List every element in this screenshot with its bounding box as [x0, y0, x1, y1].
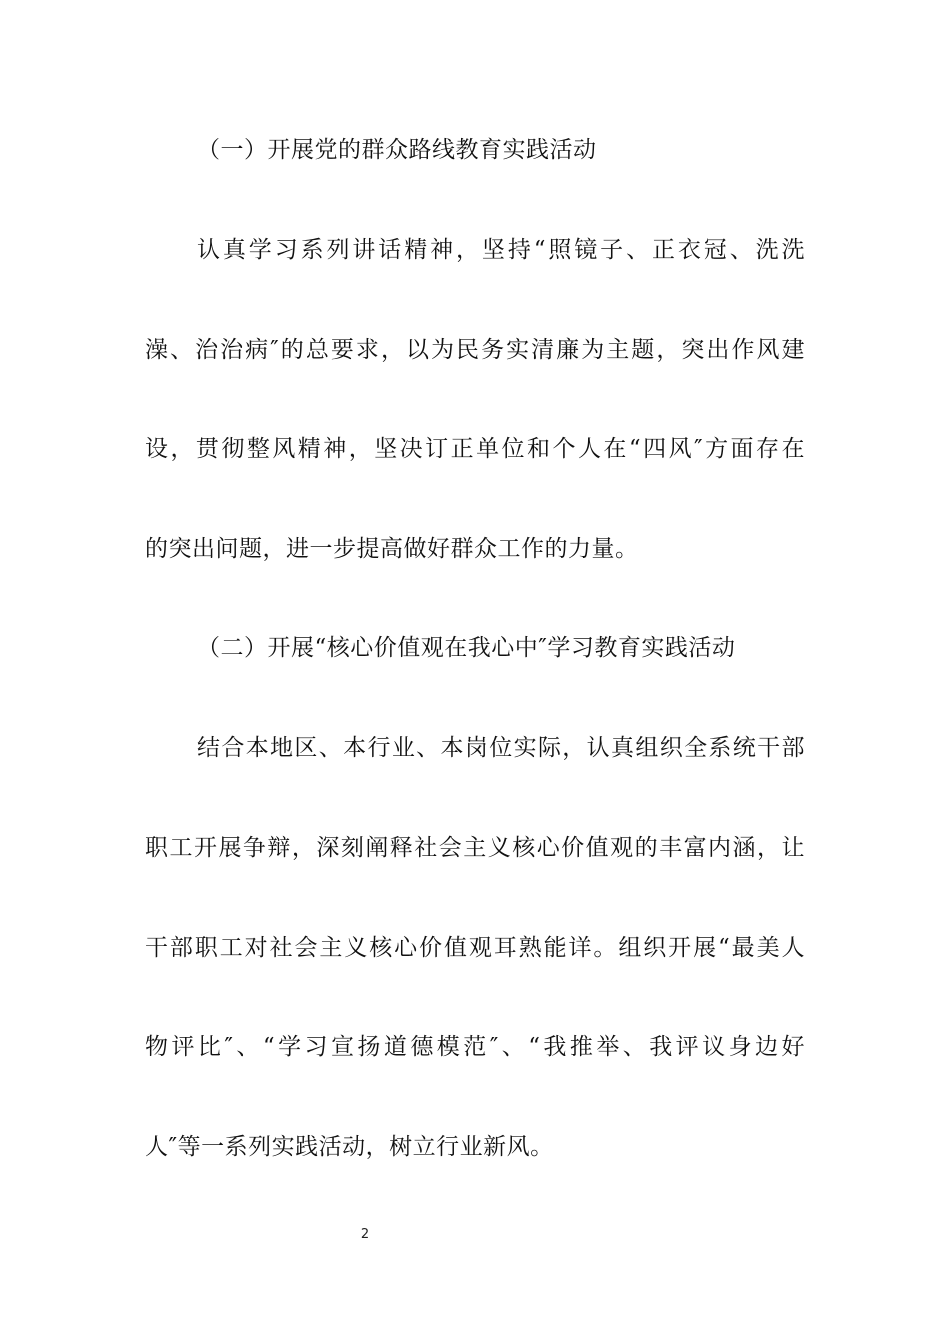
section2-paragraph-line-5: 人″等一系列实践活动，树立行业新风。	[145, 1134, 554, 1160]
section1-paragraph-line-3: 设，贯彻整风精神，坚决订正单位和个人在“四风″方面存在	[145, 436, 805, 462]
section1-paragraph-line-4: 的突出问题，进一步提高做好群众工作的力量。	[145, 536, 639, 562]
section1-paragraph-line-1: 认真学习系列讲话精神，坚持“照镜子、正衣冠、洗洗	[197, 237, 805, 263]
section2-paragraph-line-3: 干部职工对社会主义核心价值观耳熟能详。组织开展“最美人	[145, 935, 805, 961]
section1-heading: （一）开展党的群众路线教育实践活动	[197, 137, 597, 163]
section2-paragraph-line-1: 结合本地区、本行业、本岗位实际，认真组织全系统干部	[197, 735, 805, 761]
page-number: 2	[360, 1227, 370, 1242]
section2-paragraph-line-2: 职工开展争辩，深刻阐释社会主义核心价值观的丰富内涵，让	[145, 835, 805, 861]
section1-paragraph-line-2: 澡、治治病″的总要求，以为民务实清廉为主题，突出作风建	[145, 337, 805, 363]
section2-heading: （二）开展“核心价值观在我心中″学习教育实践活动	[197, 635, 736, 661]
section2-paragraph-line-4: 物评比″、“学习宣扬道德模范″、“我推举、我评议身边好	[145, 1034, 805, 1060]
